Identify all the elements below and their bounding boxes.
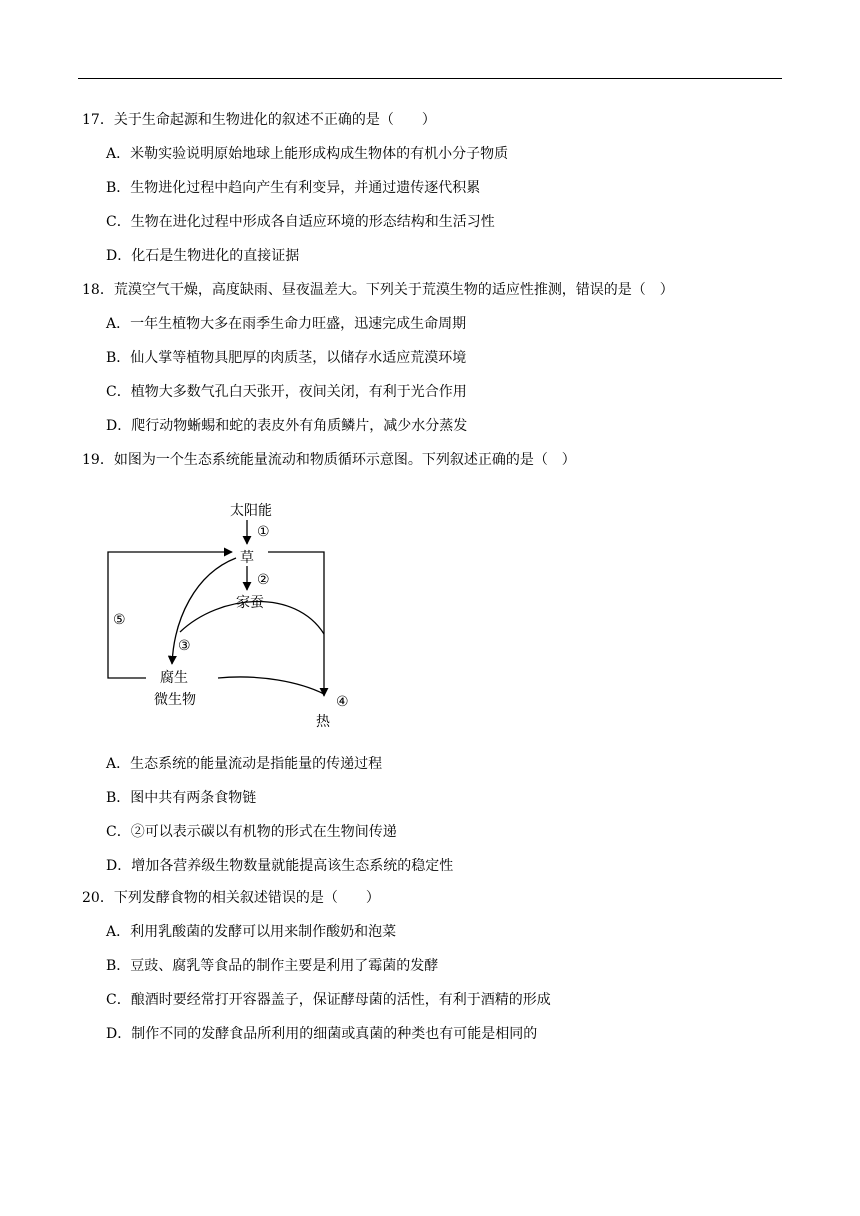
- curve-decomposer-to-heat: [218, 677, 324, 694]
- mark-4: ④: [336, 694, 349, 710]
- question-18-option-d: D．爬行动物蜥蜴和蛇的表皮外有角质鳞片，减少水分蒸发: [106, 418, 468, 434]
- label-decomposer-line2: 微生物: [154, 692, 196, 708]
- mark-3: ③: [178, 638, 191, 654]
- question-20-option-d: D．制作不同的发酵食品所利用的细菌或真菌的种类也有可能是相同的: [106, 1026, 538, 1042]
- question-17-option-d: D．化石是生物进化的直接证据: [106, 248, 300, 264]
- question-18-option-b: B．仙人掌等植物具肥厚的肉质茎，以储存水适应荒漠环境: [106, 350, 467, 366]
- question-18-option-a: A．一年生植物大多在雨季生命力旺盛，迅速完成生命周期: [106, 316, 467, 332]
- question-17-option-c: C．生物在进化过程中形成各自适应环境的形态结构和生活习性: [106, 214, 495, 230]
- question-17-option-b: B．生物进化过程中趋向产生有利变异，并通过遗传逐代积累: [106, 180, 481, 196]
- question-17-option-a: A．米勒实验说明原始地球上能形成构成生物体的有机小分子物质: [106, 146, 509, 162]
- question-19-option-d: D．增加各营养级生物数量就能提高该生态系统的稳定性: [106, 858, 454, 874]
- question-20-option-c: C．酿酒时要经常打开容器盖子，保证酵母菌的活性，有利于酒精的形成: [106, 992, 551, 1008]
- header-rule: [78, 78, 782, 79]
- question-19-stem: 19．如图为一个生态系统能量流动和物质循环示意图。下列叙述正确的是（ ）: [82, 452, 576, 468]
- mark-5: ⑤: [113, 612, 126, 628]
- question-19-option-a: A．生态系统的能量流动是指能量的传递过程: [106, 756, 383, 772]
- label-grass: 草: [240, 550, 254, 566]
- question-18-stem: 18．荒漠空气干燥，高度缺雨、昼夜温差大。下列关于荒漠生物的适应性推测，错误的是（ ）: [82, 282, 674, 298]
- question-20-stem: 20．下列发酵食物的相关叙述错误的是（ ）: [82, 890, 380, 906]
- label-heat: 热: [316, 714, 330, 730]
- question-20-option-b: B．豆豉、腐乳等食品的制作主要是利用了霉菌的发酵: [106, 958, 439, 974]
- question-17-stem: 17．关于生命起源和生物进化的叙述不正确的是（ ）: [82, 112, 436, 128]
- question-18-option-c: C．植物大多数气孔白天张开，夜间关闭，有利于光合作用: [106, 384, 467, 400]
- question-19-option-c: C．②可以表示碳以有机物的形式在生物间传递: [106, 824, 397, 840]
- label-silkworm: 家蚕: [236, 595, 264, 611]
- label-sun: 太阳能: [230, 503, 272, 519]
- mark-1: ①: [257, 524, 270, 540]
- mark-2: ②: [257, 572, 270, 588]
- label-decomposer-line1: 腐生: [160, 670, 188, 686]
- ecosystem-diagram: [100, 494, 360, 734]
- question-19-option-b: B．图中共有两条食物链: [106, 790, 257, 806]
- question-20-option-a: A．利用乳酸菌的发酵可以用来制作酸奶和泡菜: [106, 924, 397, 940]
